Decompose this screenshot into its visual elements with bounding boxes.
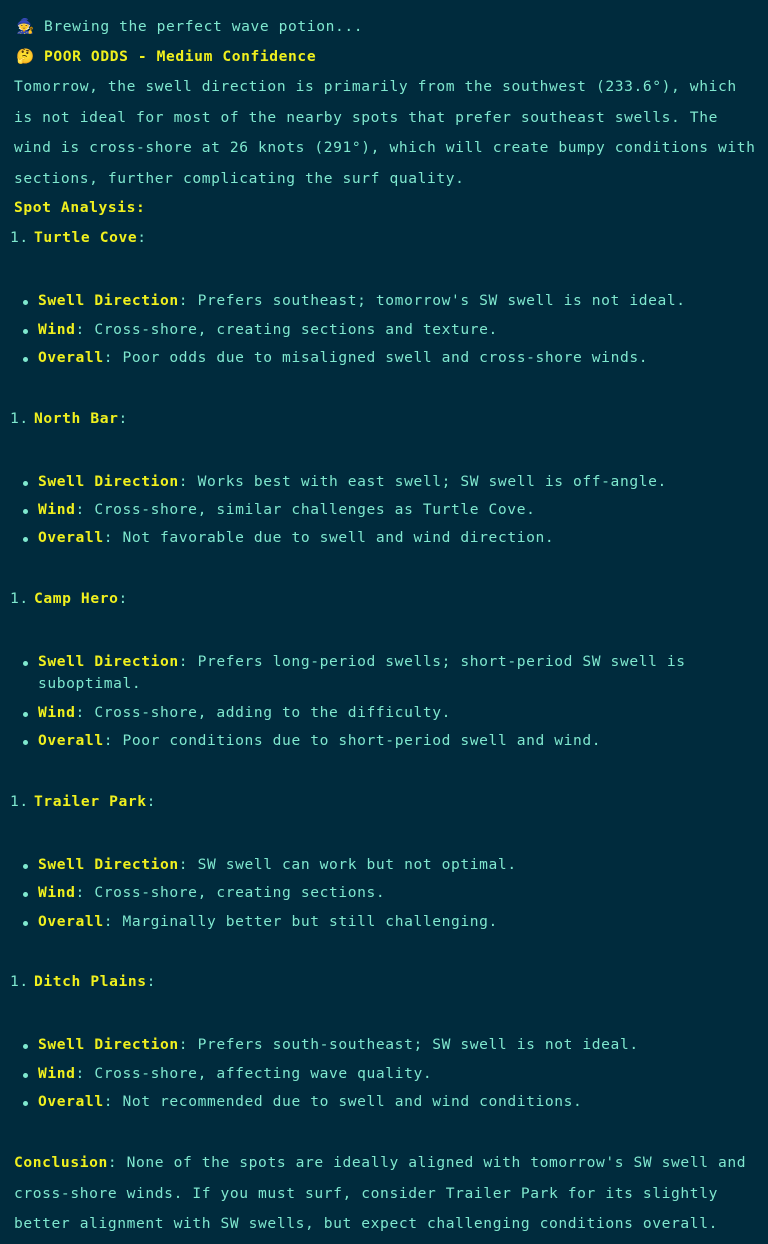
odds-status (16, 47, 316, 65)
detail-label: Swell Direction (38, 292, 179, 309)
detail-text: : Not recommended due to swell and wind conditions. (103, 1093, 583, 1110)
spot-detail-item (38, 499, 728, 521)
bullet-dot (23, 329, 31, 337)
detail-label: Swell Direction (38, 653, 179, 670)
spot-detail-item (38, 651, 728, 695)
bullet-dot (23, 481, 31, 489)
spot-detail-item (38, 471, 728, 493)
detail-label: Overall (38, 913, 104, 930)
bullet-dot (23, 357, 31, 365)
spot-name: Ditch Plains (34, 973, 147, 990)
detail-label: Overall (38, 732, 104, 749)
wizard-icon: 🧙 (16, 18, 35, 35)
bullet-dot (23, 864, 31, 872)
spot-number: 1. (10, 410, 29, 427)
spot-number: 1. (10, 229, 29, 246)
thinking-face-icon: 🤔 (16, 48, 35, 65)
spot-name: Trailer Park (34, 793, 147, 810)
spot-name-colon: : (146, 793, 157, 810)
spot-detail-item (38, 1091, 728, 1113)
spot-header (10, 410, 128, 427)
detail-label: Overall (38, 529, 104, 546)
detail-label: Wind (38, 1065, 76, 1082)
bullet-dot (23, 892, 31, 900)
detail-label: Overall (38, 349, 104, 366)
spot-name-colon: : (118, 590, 128, 607)
spot-number: 1. (10, 590, 29, 607)
bullet-dot (23, 921, 31, 929)
spot-name-colon: : (137, 229, 147, 246)
detail-text: : Cross-shore, similar challenges as Turtle Cove. (75, 501, 536, 518)
detail-text: : Marginally better but still challenging. (103, 913, 498, 930)
bullet-dot (23, 537, 31, 545)
detail-text: : Cross-shore, adding to the difficulty. (75, 704, 451, 721)
spot-detail-item (38, 911, 728, 933)
detail-label: Wind (38, 501, 76, 518)
spot-header (10, 973, 156, 990)
detail-text: : Prefers long-period swells; short-period SW swell is suboptimal. (38, 653, 686, 692)
odds-text: POOR ODDS - Medium Confidence (44, 48, 317, 65)
spot-header (10, 590, 128, 607)
detail-text: : Poor conditions due to short-period swell and wind. (103, 732, 602, 749)
spot-name-colon: : (146, 973, 157, 990)
conclusion (14, 1148, 768, 1240)
spot-detail-item (38, 290, 728, 312)
spot-detail-item (38, 882, 728, 904)
spot-detail-item (38, 730, 728, 752)
detail-label: Wind (38, 704, 76, 721)
bullet-dot (23, 661, 31, 669)
spot-header (10, 229, 147, 246)
bullet-dot (23, 1044, 31, 1052)
bullet-dot (23, 300, 31, 308)
detail-text: : Not favorable due to swell and wind direction. (103, 529, 555, 546)
forecast-summary: Tomorrow, the swell direction is primarily from the southwest (233.6°), which is not ideal for most of the nearby spots that prefer southeast swells. The wind is cross-shore at 26 knots (291°), which will create bumpy conditions with sections, further complicating the surf quality. (14, 78, 765, 187)
detail-text: : Poor odds due to misaligned swell and cross-shore winds. (103, 349, 649, 366)
spot-detail-item (38, 1034, 728, 1056)
detail-label: Swell Direction (38, 856, 179, 873)
spot-name-colon: : (118, 410, 128, 427)
detail-text: : Prefers south-southeast; SW swell is not ideal. (178, 1036, 639, 1053)
bullet-dot (23, 1073, 31, 1081)
detail-label: Wind (38, 321, 76, 338)
detail-label: Swell Direction (38, 473, 179, 490)
spot-number: 1. (10, 973, 29, 990)
conclusion-text: : None of the spots are ideally aligned with tomorrow's SW swell and cross-shore winds. If you must surf, consider Trailer Park for its slightly better alignment with SW swells, but expect challenging conditions overall. (14, 1154, 747, 1232)
spot-name: North Bar (34, 410, 119, 427)
detail-label: Wind (38, 884, 76, 901)
spot-detail-item (38, 1063, 728, 1085)
bullet-dot (23, 740, 31, 748)
spot-name: Turtle Cove (34, 229, 138, 246)
bullet-dot (23, 712, 31, 720)
spot-header (10, 793, 156, 810)
brewing-status (16, 17, 363, 35)
spot-detail-item (38, 527, 728, 549)
detail-label: Swell Direction (38, 1036, 179, 1053)
spot-number: 1. (10, 793, 29, 810)
brewing-text: Brewing the perfect wave potion... (44, 18, 364, 35)
detail-text: : SW swell can work but not optimal. (178, 856, 517, 873)
detail-text: : Works best with east swell; SW swell is off-angle. (178, 473, 667, 490)
detail-text: : Cross-shore, affecting wave quality. (75, 1065, 433, 1082)
detail-text: : Cross-shore, creating sections. (75, 884, 386, 901)
spot-detail-item (38, 702, 728, 724)
spot-analysis-heading: Spot Analysis: (14, 199, 146, 216)
detail-label: Overall (38, 1093, 104, 1110)
bullet-dot (23, 509, 31, 517)
detail-text: : Cross-shore, creating sections and texture. (75, 321, 498, 338)
spot-detail-item (38, 347, 728, 369)
detail-text: : Prefers southeast; tomorrow's SW swell is not ideal. (178, 292, 686, 309)
spot-detail-item (38, 854, 728, 876)
conclusion-label: Conclusion (14, 1154, 108, 1171)
spot-name: Camp Hero (34, 590, 119, 607)
spot-detail-item (38, 319, 728, 341)
bullet-dot (23, 1101, 31, 1109)
